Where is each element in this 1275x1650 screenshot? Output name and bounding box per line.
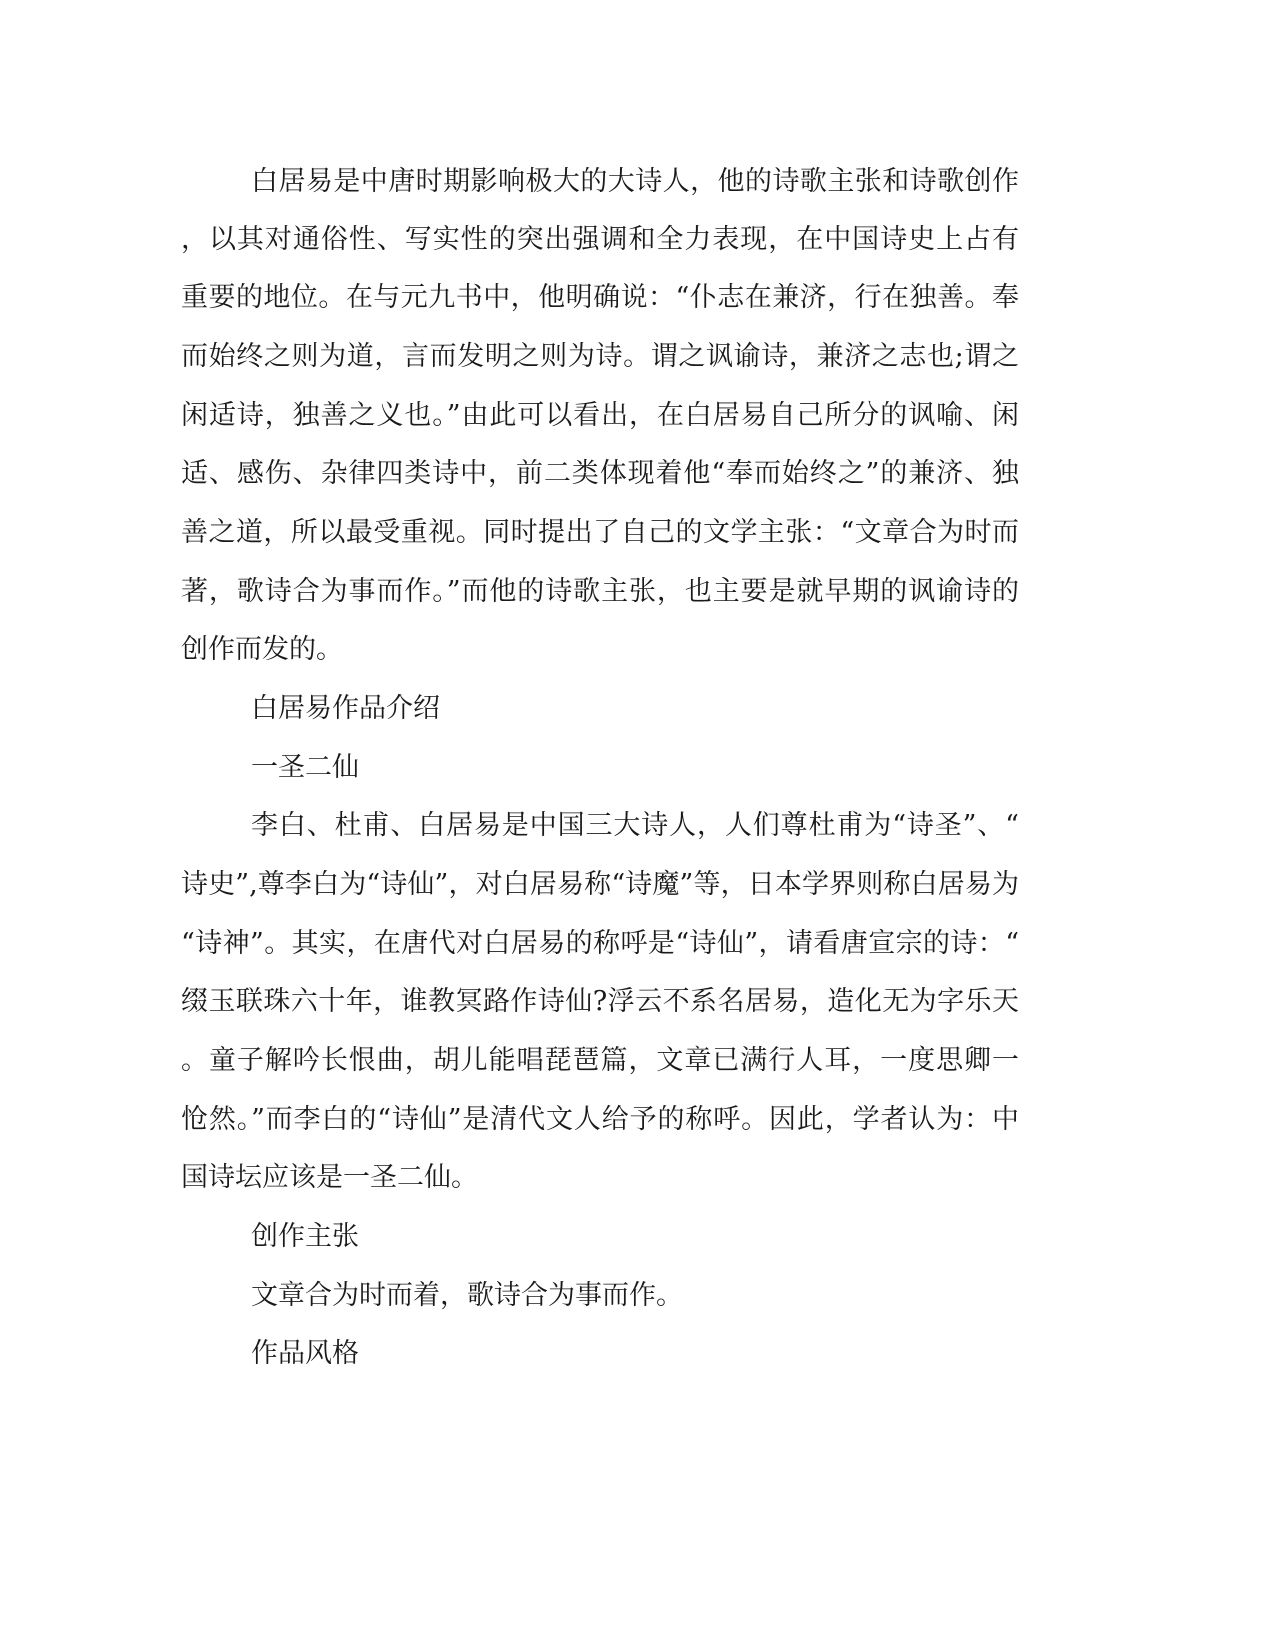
paragraph-1-line-7: 善之道，所以最受重视。同时提出了自己的文学主张：“文章合为时而 <box>181 517 1019 548</box>
paragraph-2-line-1: 李白、杜甫、白居易是中国三大诗人，人们尊杜甫为“诗圣”、“ <box>251 810 1019 841</box>
paragraph-2-line-4: 缀玉联珠六十年，谁教冥路作诗仙?浮云不系名居易，造化无为字乐天 <box>181 986 1019 1017</box>
paragraph-3-line-1: 文章合为时而着，歌诗合为事而作。 <box>251 1280 683 1311</box>
paragraph-1-line-3: 重要的地位。在与元九书中，他明确说：“仆志在兼济，行在独善。奉 <box>181 282 1019 313</box>
paragraph-2-line-3: “诗神”。其实，在唐代对白居易的称呼是“诗仙”，请看唐宣宗的诗：“ <box>181 928 1019 959</box>
paragraph-2-line-7: 国诗坛应该是一圣二仙。 <box>181 1162 478 1193</box>
paragraph-2-line-5: 。童子解吟长恨曲，胡儿能唱琵琶篇，文章已满行人耳，一度思卿一 <box>181 1045 1019 1076</box>
paragraph-1-line-2: ，以其对通俗性、写实性的突出强调和全力表现，在中国诗史上占有 <box>181 224 1019 255</box>
paragraph-1-line-5: 闲适诗，独善之义也。”由此可以看出，在白居易自己所分的讽喻、闲 <box>181 400 1019 431</box>
paragraph-2-line-6: 怆然。”而李白的“诗仙”是清代文人给予的称呼。因此，学者认为：中 <box>181 1104 1019 1135</box>
paragraph-1-line-6: 适、感伤、杂律四类诗中，前二类体现着他“奉而始终之”的兼济、独 <box>181 458 1019 489</box>
section-heading-creative-principle: 创作主张 <box>251 1221 359 1252</box>
paragraph-1-line-8: 著，歌诗合为事而作。”而他的诗歌主张，也主要是就早期的讽谕诗的 <box>181 576 1019 607</box>
section-heading-works-style: 作品风格 <box>251 1338 359 1369</box>
paragraph-1-line-4: 而始终之则为道，言而发明之则为诗。谓之讽谕诗，兼济之志也;谓之 <box>181 341 1019 372</box>
paragraph-1-line-9: 创作而发的。 <box>181 634 343 665</box>
section-heading-works-intro: 白居易作品介绍 <box>251 693 440 724</box>
section-heading-one-sage-two-immortals: 一圣二仙 <box>251 752 359 783</box>
paragraph-2-line-2: 诗史”,尊李白为“诗仙”，对白居易称“诗魔”等，日本学界则称白居易为 <box>181 869 1019 900</box>
paragraph-1-line-1: 白居易是中唐时期影响极大的大诗人，他的诗歌主张和诗歌创作 <box>251 166 1019 197</box>
